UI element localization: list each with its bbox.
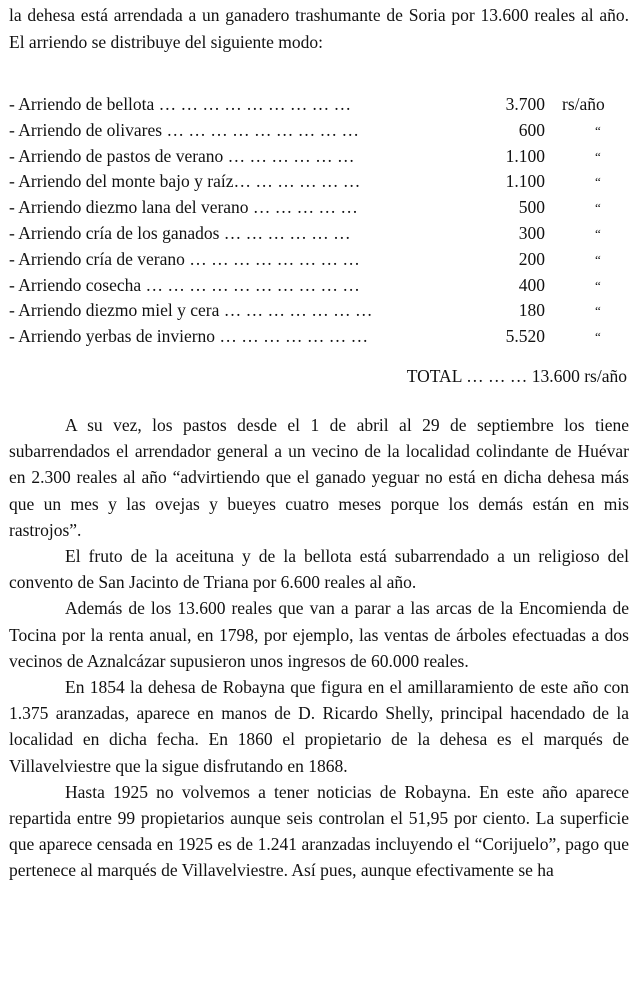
item-amount: 1.100 [505,171,545,192]
item-label: - Arriendo cría de los ganados … … … … … … [9,222,351,243]
item-label: - Arriendo diezmo miel y cera … … … … … … … [9,300,373,321]
item-unit: rs/año [562,94,605,114]
ditto-mark: “ [595,303,601,319]
list-item [9,169,629,195]
ditto-mark: “ [595,200,601,216]
ditto-mark: “ [595,329,601,345]
item-amount: 200 [518,248,545,269]
item-amount: 500 [518,197,545,218]
ditto-mark: “ [595,148,601,164]
item-label: - Arriendo de bellota … … … … … … … … … [9,94,352,114]
list-item [9,273,629,299]
list-item [9,195,629,221]
item-amount: 400 [518,274,545,295]
rent-distribution-list [9,92,629,350]
list-item [9,298,629,324]
paragraph: El fruto de la aceituna y de la bellota está subarrendado a un religioso del convento de San Jacinto de Triana por 6.600 reales al año. [9,546,629,593]
item-amount: 300 [518,222,545,243]
ditto-mark: “ [595,251,601,267]
paragraph: En 1854 la dehesa de Robayna que figura en el amillaramiento de este año con 1.375 aranzadas, aparece en manos de D. Ricardo Shelly, principal hacendado de la localidad en dicha fecha. En 1860 el propietario de la dehesa es el marqués de Villavelviestre que la sigue disfrutando en 1868. [9,677,629,776]
item-label: - Arriendo de olivares … … … … … … … … … [9,119,359,140]
paragraph: Además de los 13.600 reales que van a parar a las arcas de la Encomienda de Tocina por la renta anual, en 1798, por ejemplo, las ventas de árboles efectuadas a dos vecinos de Aznalcázar supusieron unos ingresos de 60.000 reales. [9,598,629,671]
item-amount: 5.520 [505,326,545,347]
list-item [9,221,629,247]
list-item [9,247,629,273]
item-label: - Arriendo yerbas de invierno … … … … … … … [9,326,369,347]
item-amount: 3.700 [505,94,545,114]
intro-paragraph: la dehesa está arrendada a un ganadero trashumante de Soria por 13.600 reales al año. El arriendo se distribuye del siguiente modo: [9,5,629,52]
ditto-mark: “ [595,225,601,241]
item-amount: 1.100 [505,145,545,166]
ditto-mark: “ [595,122,601,138]
item-amount: 180 [518,300,545,321]
item-label: - Arriendo de pastos de verano … … … … … … [9,145,355,166]
paragraph: A su vez, los pastos desde el 1 de abril al 29 de septiembre los tiene subarrendados el arrendador general a un vecino de la localidad colindante de Huévar en 2.300 reales al año “advirtiendo que el ganado yeguar no está en dicha dehesa más que un mes y las ovejas y bueyes cuatro meses porque los demás están en mis rastrojos”. [9,415,629,540]
ditto-mark: “ [595,174,601,190]
ditto-mark: “ [595,277,601,293]
item-label: - Arriendo cría de verano … … … … … … … … [9,248,360,269]
item-amount: 600 [518,119,545,140]
list-item [9,324,629,350]
paragraph: Hasta 1925 no volvemos a tener noticias de Robayna. En este año aparece repartida entre 99 propietarios aunque seis controlan el 51,95 por ciento. La superficie que aparece censada en 1925 es de 1.241 aranzadas incluyendo el “Corijuelo”, pago que pertenece al marqués de Villavelviestre. Así pues, aunque efectivamente se ha [9,781,629,881]
total-line: TOTAL … … … 13.600 rs/año [406,366,627,386]
body-text [9,412,629,884]
list-item [9,92,629,118]
item-label: - Arriendo cosecha … … … … … … … … … … [9,274,360,295]
list-item [9,144,629,170]
list-item [9,118,629,144]
item-label: - Arriendo diezmo lana del verano … … … … … [9,197,358,218]
item-label: - Arriendo del monte bajo y raíz… … … … … … [9,171,361,192]
